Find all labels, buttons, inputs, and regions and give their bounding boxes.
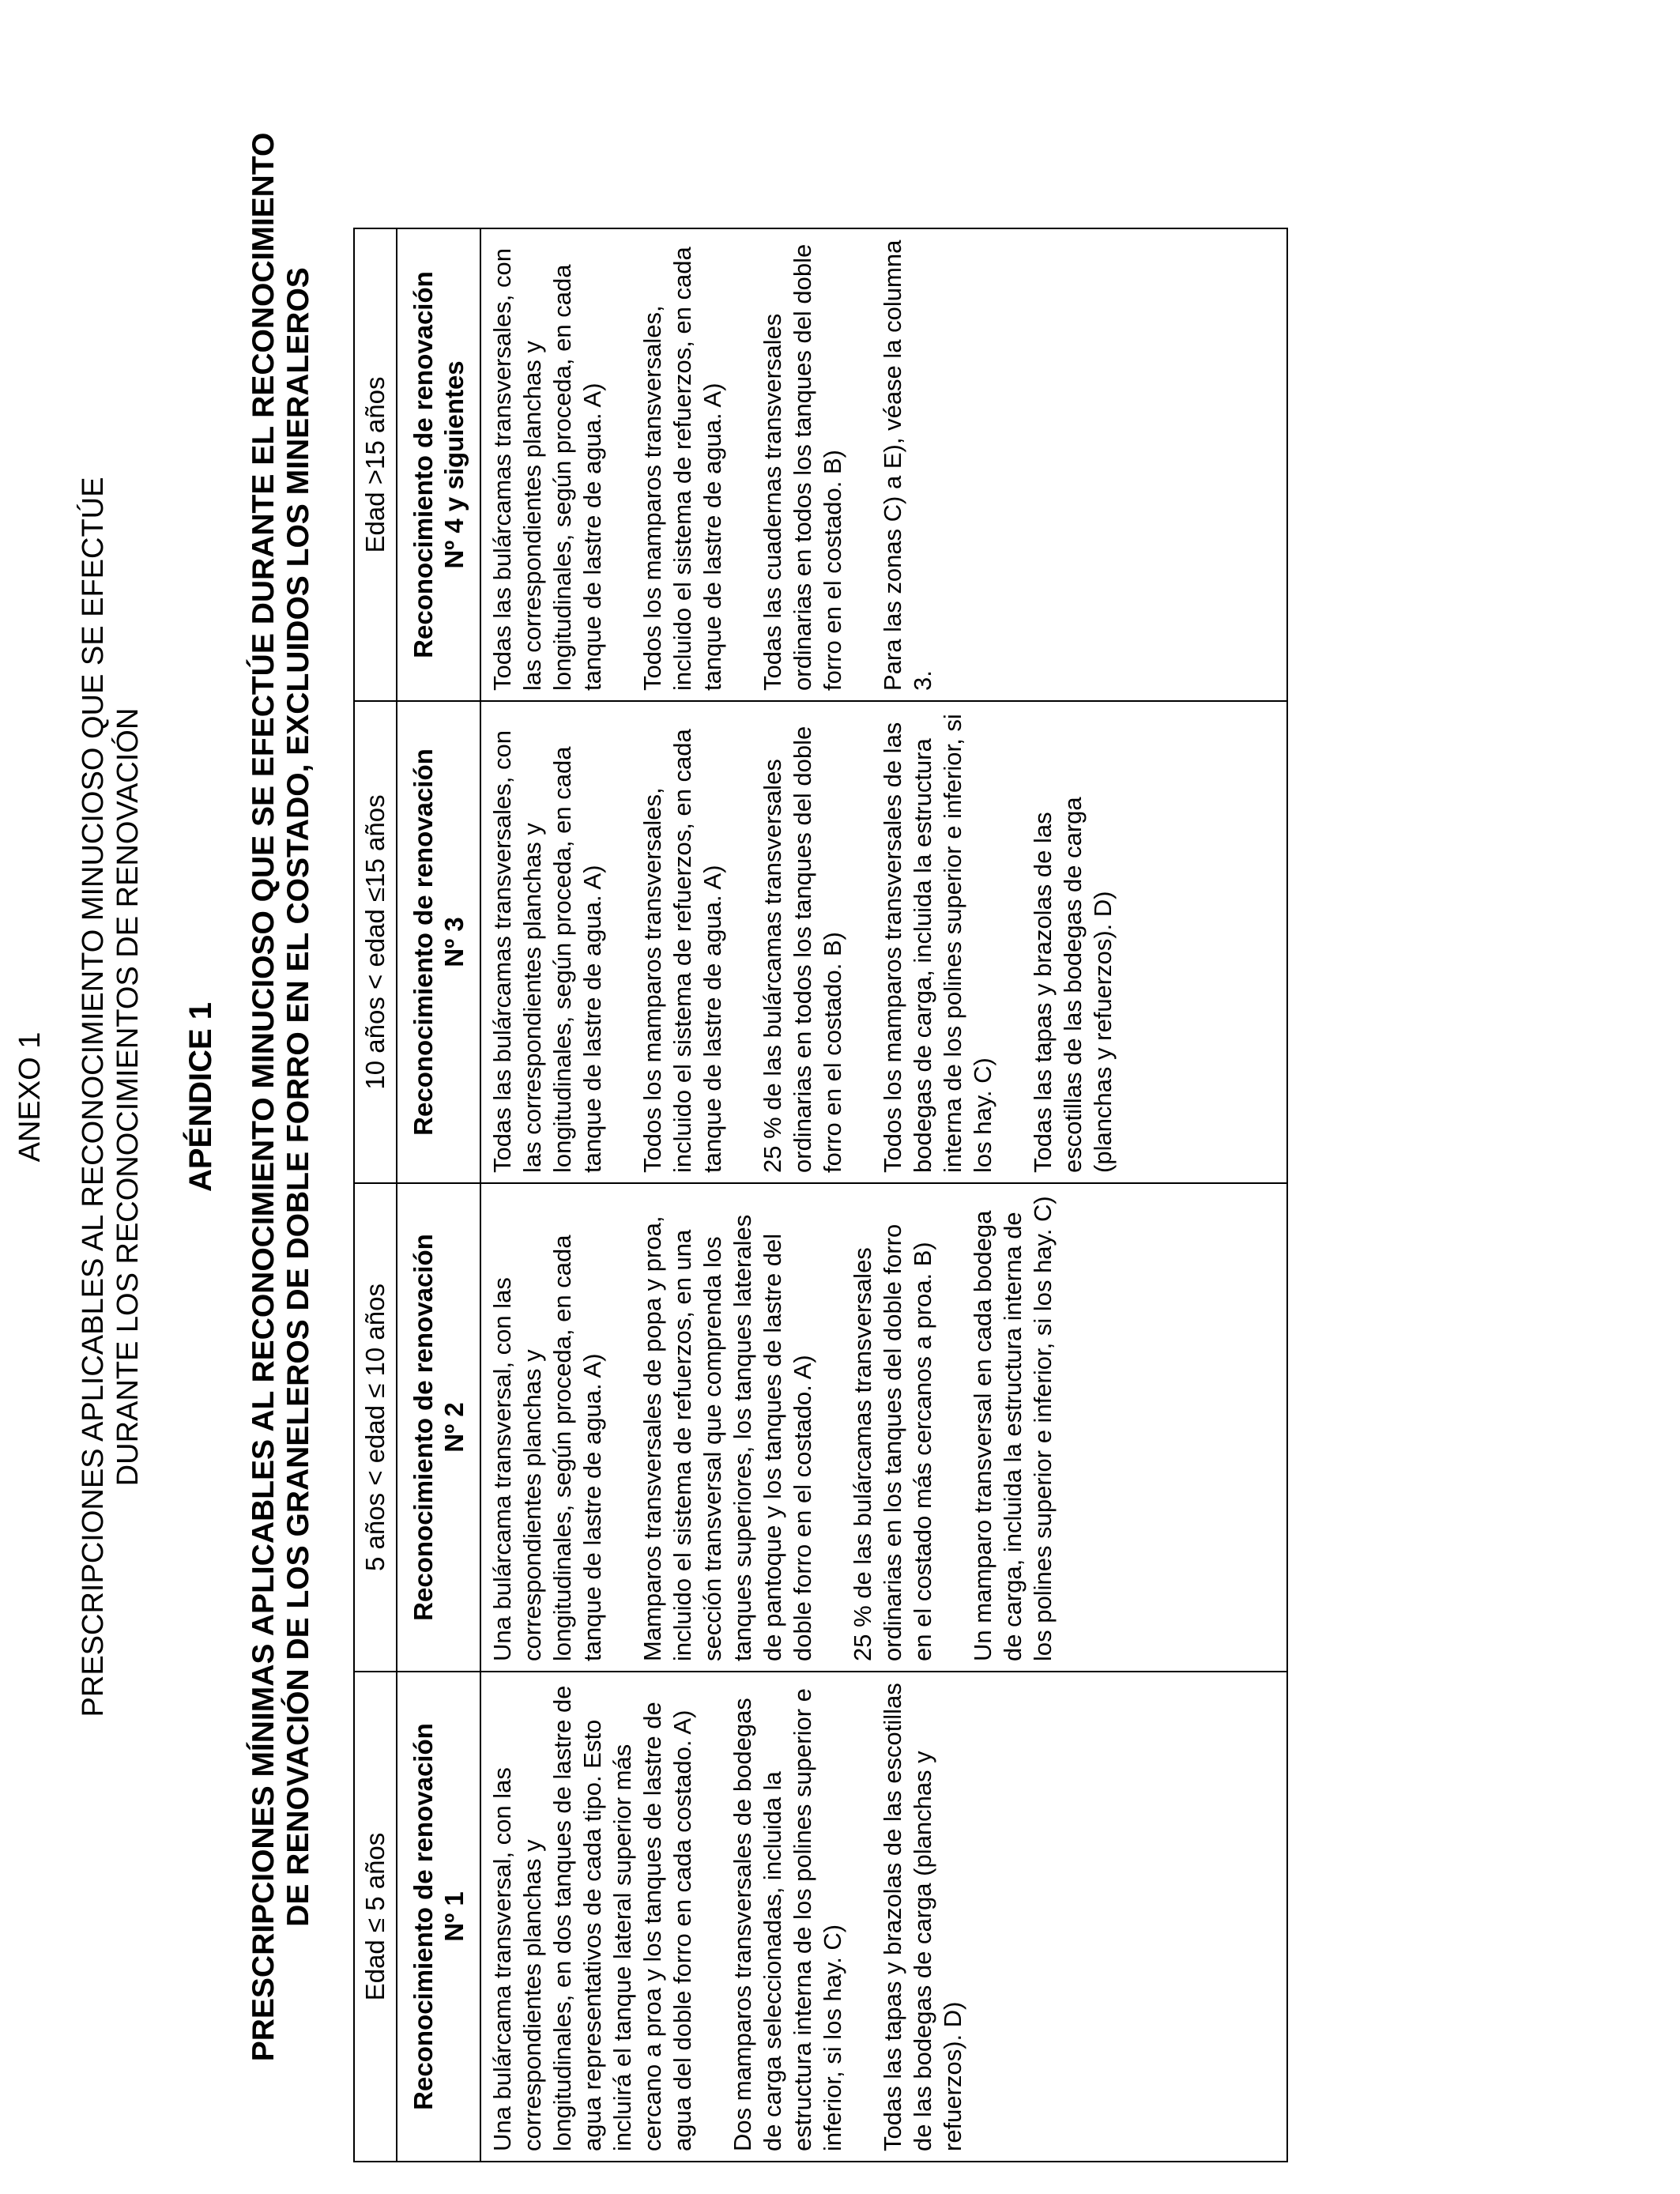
requirements-cell-col-3 xyxy=(480,701,1287,1183)
requirements-table xyxy=(353,228,1288,2162)
document-heading xyxy=(76,0,145,2194)
requirements-row xyxy=(480,228,1287,2162)
requirement-item: Todas las cuadernas transversales ordinarias en todos los tanques del doble forro en el costado. B) xyxy=(759,243,846,691)
requirements-cell-col-1 xyxy=(480,1672,1287,2162)
requirement-item: Dos mamparos transversales de bodegas de carga seleccionadas, incluida la estructura interna de los polines superior e inferior, si los hay. C) xyxy=(729,1688,846,2151)
age-header-col-1: Edad ≤ 5 años xyxy=(354,1672,397,2162)
requirements-cell-col-2 xyxy=(480,1183,1287,1672)
heading-line-2: DURANTE LOS RECONOCIMIENTOS DE RENOVACIÓN xyxy=(111,707,145,1487)
survey-header-col-1 xyxy=(397,1672,480,2162)
requirement-item: Para las zonas C) a E), véase la columna 3. xyxy=(879,239,936,691)
survey-header-col-2 xyxy=(397,1183,480,1672)
survey-header-label: Reconocimiento de renovación xyxy=(409,748,438,1136)
survey-header-number: Nº 3 xyxy=(439,917,469,967)
survey-header-number: Nº 4 y siguientes xyxy=(439,360,469,569)
survey-header-row xyxy=(397,228,480,2162)
requirement-item: Una bulárcama transversal, con las correspondientes planchas y longitudinales, en dos tanques de lastre de agua representativos de cada tipo. Esto incluirá el tanque lateral superior más cercano a proa y los tanques de lastre de agua del doble forro en cada costado. A) xyxy=(488,1685,696,2151)
requirement-item: Todas las tapas y brazolas de las escotillas de las bodegas de carga (planchas y refuerzos). D) xyxy=(1029,797,1117,1173)
heading-line-1: PRESCRIPCIONES APLICABLES AL RECONOCIMIENTO MINUCIOSO QUE SE EFECTÚE xyxy=(77,477,110,1717)
requirement-item: Todas las tapas y brazolas de las escotillas de las bodegas de carga (planchas y refuerzos). D) xyxy=(879,1683,966,2151)
survey-header-label: Reconocimiento de renovación xyxy=(409,271,438,658)
requirement-item: Todos los mamparos transversales de las bodegas de carga, incluida la estructura interna de los polines superior e inferior, si los hay. C) xyxy=(879,714,996,1173)
age-header-row xyxy=(354,228,397,2162)
table-title-line-2: DE RENOVACIÓN DE LOS GRANELEROS DE DOBLE FORRO EN EL COSTADO, EXCLUIDOS LOS MINERALEROS xyxy=(281,267,315,1927)
requirement-item: 25 % de las bulárcamas transversales ordinarias en todos los tanques del doble forro en el costado. B) xyxy=(759,726,846,1173)
requirement-item: Todos los mamparos transversales, incluido el sistema de refuerzos, en cada tanque de lastre de agua. A) xyxy=(638,729,726,1173)
age-header-col-4: Edad >15 años xyxy=(354,228,397,701)
survey-header-col-3 xyxy=(397,701,480,1183)
requirement-item: 25 % de las bulárcamas transversales ordinarias en los tanques del doble forro en el costado más cercanos a proa. B) xyxy=(849,1223,936,1661)
survey-header-number: Nº 2 xyxy=(439,1402,469,1453)
age-header-col-2: 5 años < edad ≤ 10 años xyxy=(354,1183,397,1672)
table-title xyxy=(247,0,316,2194)
survey-header-number: Nº 1 xyxy=(439,1891,469,1942)
requirements-cell-col-4 xyxy=(480,228,1287,701)
survey-header-col-4 xyxy=(397,228,480,701)
requirement-item: Mamparos transversales de popa y proa, incluido el sistema de refuerzos, en una sección transversal que comprenda los tanques superiores, los tanques laterales de pantoque y los tanques de lastre del doble forro en el costado. A) xyxy=(638,1214,816,1661)
age-header-col-3: 10 años < edad ≤15 años xyxy=(354,701,397,1183)
requirement-item: Todos los mamparos transversales, incluido el sistema de refuerzos, en cada tanque de lastre de agua. A) xyxy=(638,247,726,691)
table-title-line-1: PRESCRIPCIONES MÍNIMAS APLICABLES AL RECONOCIMIENTO MINUCIOSO QUE SE EFECTÚE DURANTE EL RECONOCIMIENTO xyxy=(247,132,281,2062)
requirement-item: Una bulárcama transversal, con las correspondientes planchas y longitudinales, según proceda, en cada tanque de lastre de agua. A) xyxy=(488,1235,606,1661)
requirement-item: Un mamparo transversal en cada bodega de carga, incluida la estructura interna de los polines superior e inferior, si los hay. C) xyxy=(969,1196,1057,1661)
appendix-title: APÉNDICE 1 xyxy=(183,1001,218,1193)
requirement-item: Todas las bulárcamas transversales, con las correspondientes planchas y longitudinales, según proceda, en cada tanque de lastre de agua. A) xyxy=(488,248,606,691)
annex-label: ANEXO 1 xyxy=(13,1031,47,1163)
requirement-item: Todas las bulárcamas transversales, con las correspondientes planchas y longitudinales, según proceda, en cada tanque de lastre de agua. A) xyxy=(488,730,606,1173)
survey-header-label: Reconocimiento de renovación xyxy=(409,1723,438,2110)
survey-header-label: Reconocimiento de renovación xyxy=(409,1234,438,1621)
